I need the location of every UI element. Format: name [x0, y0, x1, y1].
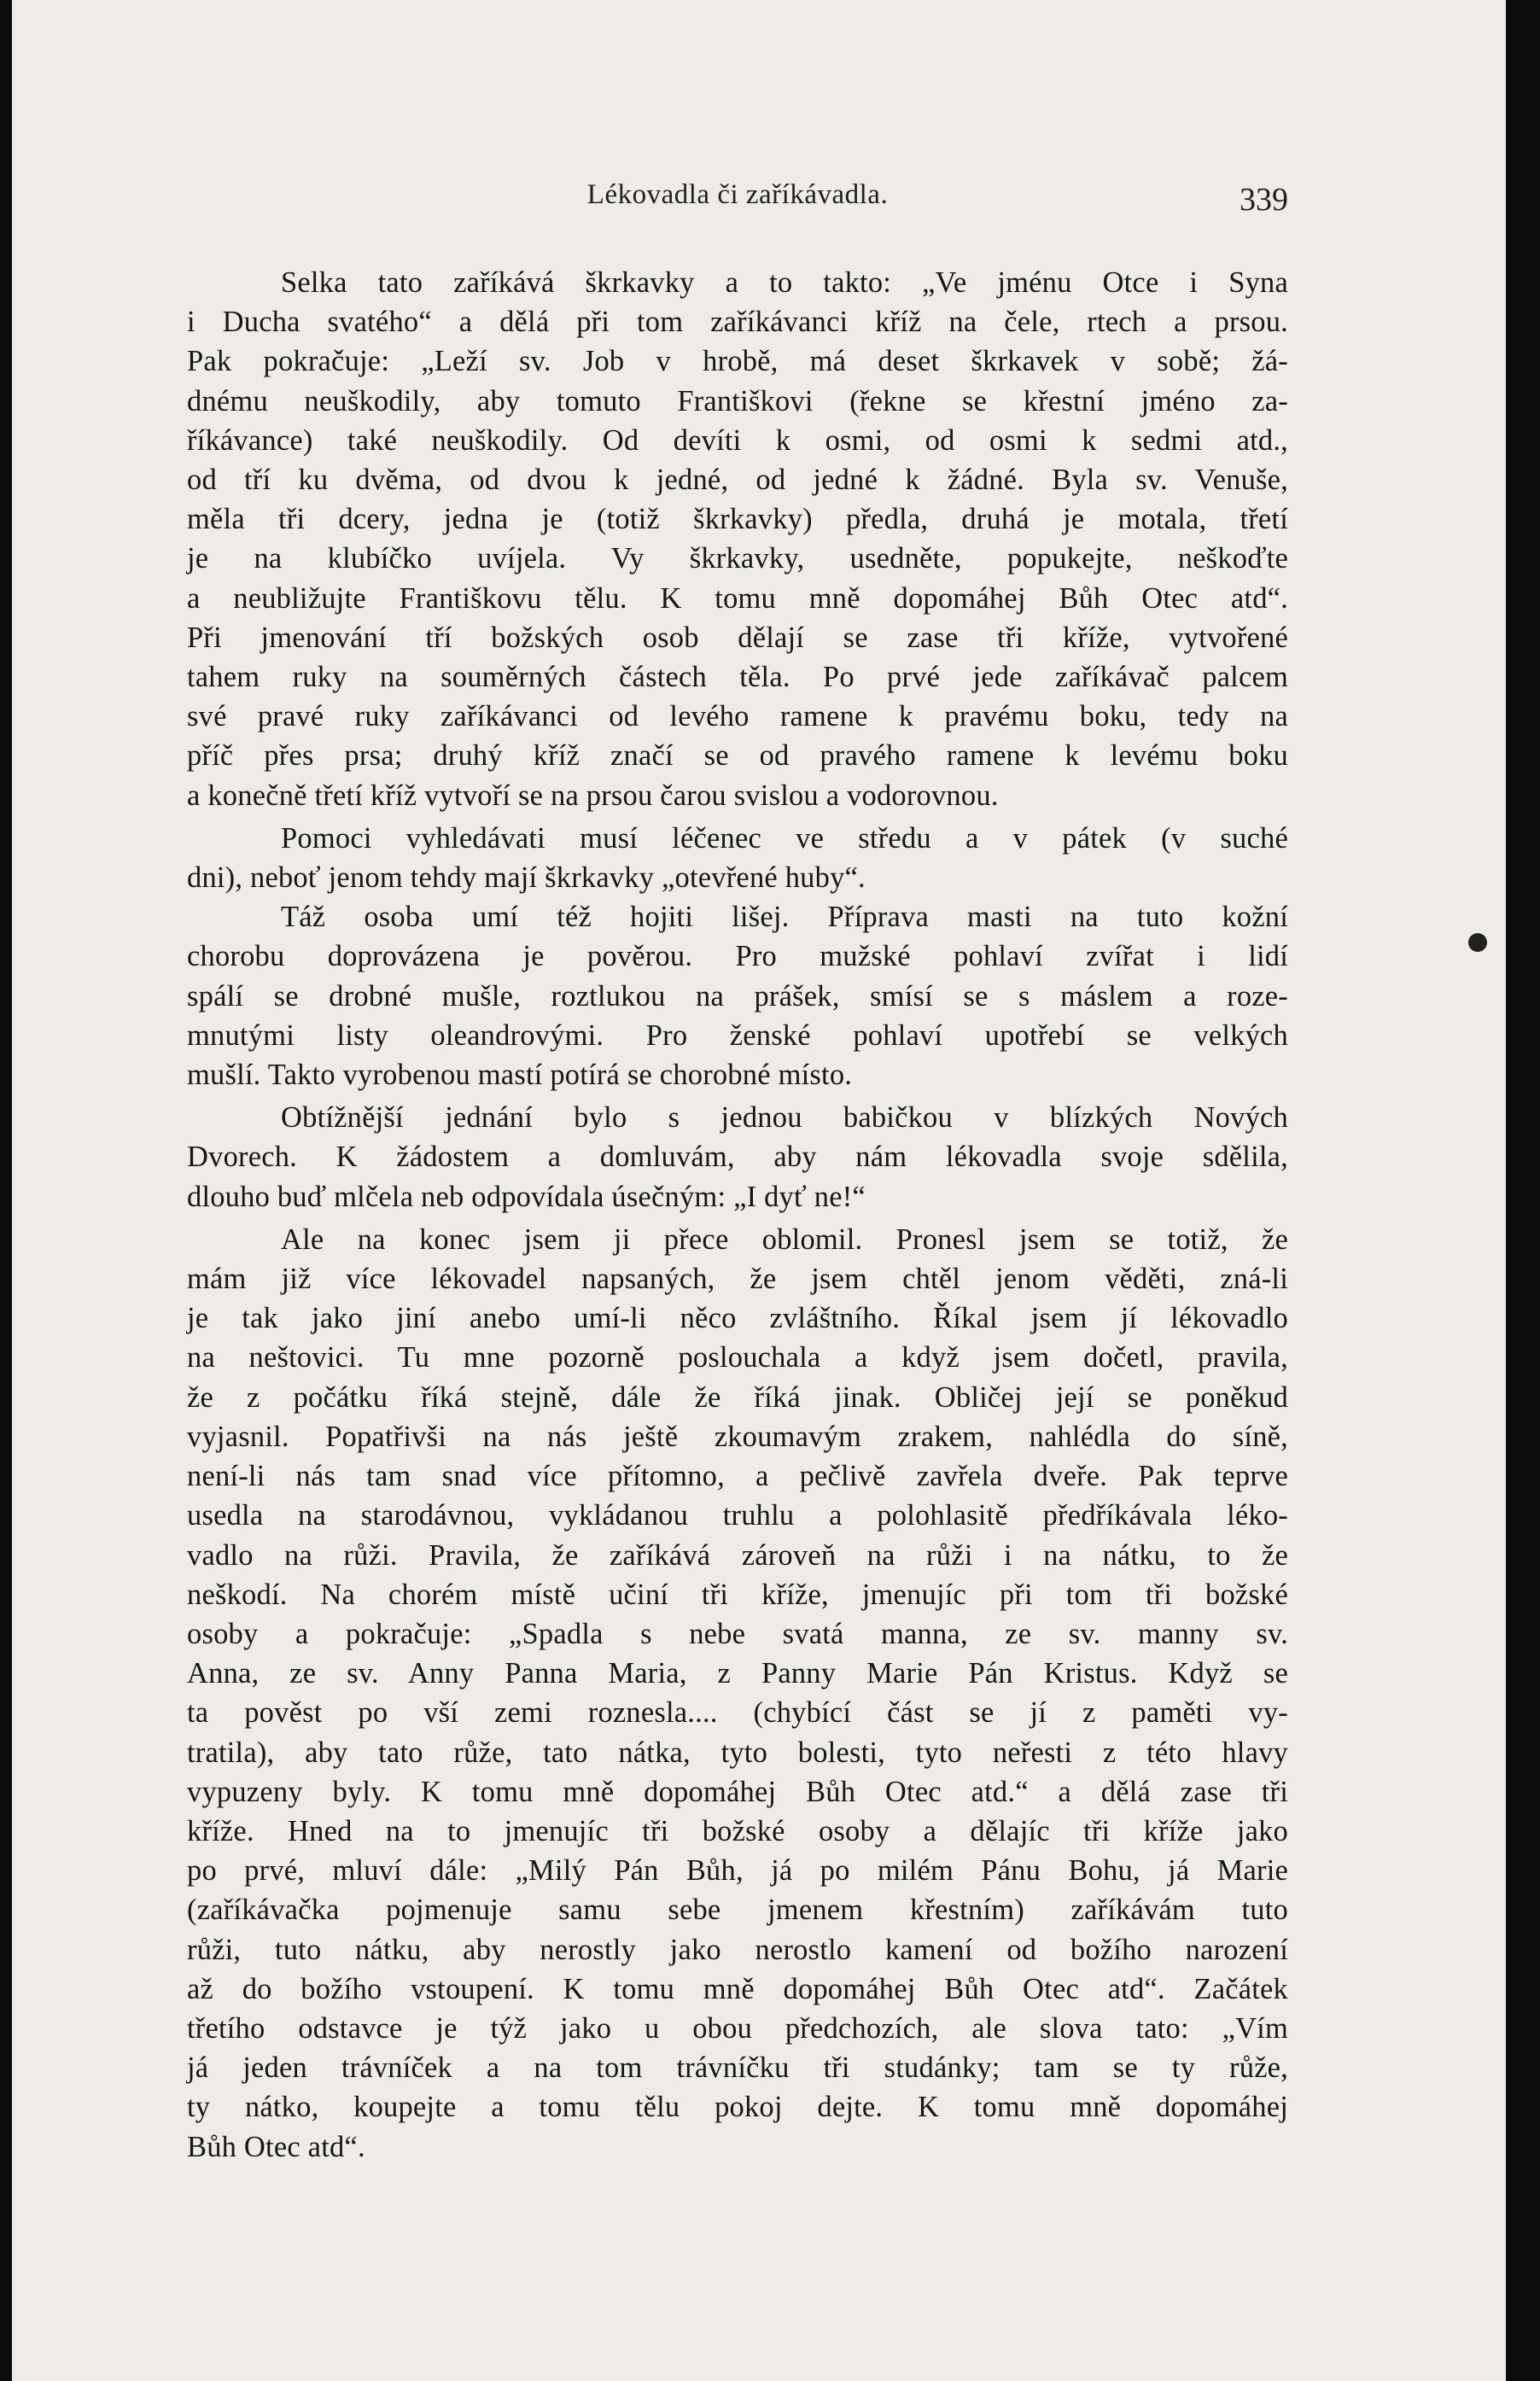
text-line: vypuzeny byly. K tomu mně dopomáhej Bůh Otec atd.“ a dělá zase tři	[187, 1775, 1288, 1808]
text-line: na neštovici. Tu mne pozorně poslouchala a když jsem dočetl, pravila,	[187, 1341, 1288, 1374]
text-line: usedla na starodávnou, vykládanou truhlu a polohlasitě předříkávala léko-	[187, 1499, 1288, 1532]
body-text	[187, 263, 1288, 2167]
text-line: a konečně třetí kříž vytvoří se na prsou čarou svislou a vodorovnou.	[187, 779, 999, 812]
text-line: kříže. Hned na to jmenujíc tři božské osoby a dělajíc tři kříže jako	[187, 1814, 1288, 1847]
text-line: mám již více lékovadel napsaných, že jsem chtěl jenom věděti, zná-li	[187, 1263, 1288, 1296]
text-line: není-li nás tam snad více přítomno, a pečlivě zavřela dveře. Pak teprve	[187, 1460, 1288, 1493]
text-line: příč přes prsa; druhý kříž značí se od pravého ramene k levému boku	[187, 739, 1288, 773]
text-line: osoby a pokračuje: „Spadla s nebe svatá manna, ze sv. manny sv.	[187, 1617, 1288, 1650]
text-line: své pravé ruky zaříkávanci od levého ramene k pravému boku, tedy na	[187, 700, 1288, 733]
paragraph-5	[187, 1220, 1288, 2167]
text-line: Ale na konec jsem ji přece oblomil. Pronesl jsem se totiž, že	[281, 1223, 1288, 1256]
text-line: až do božího vstoupení. K tomu mně dopomáhej Bůh Otec atd“. Začátek	[187, 1972, 1288, 2005]
page-number: 339	[1240, 182, 1288, 218]
text-line: říkávance) také neuškodily. Od devíti k osmi, od osmi k sedmi atd.,	[187, 423, 1288, 457]
book-page	[12, 0, 1506, 2381]
paragraph-1	[187, 263, 1288, 815]
text-line: mušlí. Takto vyrobenou mastí potírá se chorobné místo.	[187, 1059, 853, 1092]
text-line: je tak jako jiní anebo umí-li něco zvláštního. Říkal jsem jí lékovadlo	[187, 1302, 1288, 1335]
text-line: že z počátku říká stejně, dále že říká jinak. Obličej její se poněkud	[187, 1380, 1288, 1414]
text-line: Pomoci vyhledávati musí léčenec ve středu a v pátek (v suché	[281, 821, 1288, 855]
text-line: (zaříkávačka pojmenuje samu sebe jmenem křestním) zaříkávám tuto	[187, 1894, 1288, 1927]
page-header	[187, 179, 1288, 222]
text-line: dlouho buď mlčela neb odpovídala úsečným: „I dyť ne!“	[187, 1180, 866, 1213]
text-line: vadlo na růži. Pravila, že zaříkává zároveň na růži i na nátku, to že	[187, 1538, 1288, 1572]
text-line: Bůh Otec atd“.	[187, 2130, 365, 2163]
text-line: ty nátko, koupejte a tomu tělu pokoj dejte. K tomu mně dopomáhej	[187, 2091, 1288, 2124]
ink-spot	[1468, 933, 1487, 952]
text-line: Táž osoba umí též hojiti lišej. Příprava masti na tuto kožní	[281, 901, 1288, 934]
text-line: a neubližujte Františkovu tělu. K tomu mně dopomáhej Bůh Otec atd“.	[187, 581, 1288, 615]
text-line: Dvorech. K žádostem a domluvám, aby nám lékovadla svoje sdělila,	[187, 1141, 1288, 1174]
text-line: je na klubíčko uvíjela. Vy škrkavky, usedněte, popukejte, neškoďte	[187, 542, 1288, 575]
text-line: dnému neuškodily, aby tomuto Františkovi (řekne se křestní jméno za-	[187, 384, 1288, 417]
text-line: tahem ruky na souměrných částech těla. Po prvé jede zaříkávač palcem	[187, 661, 1288, 694]
text-line: i Ducha svatého“ a dělá při tom zaříkávanci kříž na čele, rtech a prsou.	[187, 306, 1288, 339]
text-line: ta pověst po vší zemi roznesla.... (chybící část se jí z paměti vy-	[187, 1696, 1288, 1730]
text-line: měla tři dcery, jedna je (totiž škrkavky) předla, druhá je motala, třetí	[187, 503, 1288, 536]
text-line: spálí se drobné mušle, roztlukou na prášek, smísí se s máslem a roze-	[187, 979, 1288, 1013]
text-line: tratila), aby tato růže, tato nátka, tyto bolesti, tyto neřesti z této hlavy	[187, 1736, 1288, 1769]
paragraph-3	[187, 897, 1288, 1094]
text-line: Při jmenování tří božských osob dělají se zase tři kříže, vytvořené	[187, 621, 1288, 654]
text-line: třetího odstavce je týž jako u obou předchozích, ale slova tato: „Vím	[187, 2011, 1288, 2045]
text-line: Obtížnější jednání bylo s jednou babičkou v blízkých Nových	[281, 1101, 1288, 1135]
text-line: po prvé, mluví dále: „Milý Pán Bůh, já po milém Pánu Bohu, já Marie	[187, 1854, 1288, 1888]
text-line: růži, tuto nátku, aby nerostly jako nerostlo kamení od božího narození	[187, 1933, 1288, 1966]
text-line: Selka tato zaříkává škrkavky a to takto: „Ve jménu Otce i Syna	[281, 266, 1288, 299]
text-line: chorobu doprovázena je pověrou. Pro mužské pohlaví zvířat i lidí	[187, 940, 1288, 973]
text-line: od tří ku dvěma, od dvou k jedné, od jedné k žádné. Byla sv. Venuše,	[187, 464, 1288, 497]
text-line: vyjasnil. Popatřivši na nás ještě zkoumavým zrakem, nahlédla do síně,	[187, 1420, 1288, 1453]
text-line: já jeden trávníček a na tom trávníčku tři studánky; tam se ty růže,	[187, 2051, 1288, 2085]
text-line: mnutými listy oleandrovými. Pro ženské pohlaví upotřebí se velkých	[187, 1018, 1288, 1052]
text-line: Anna, ze sv. Anny Panna Maria, z Panny Marie Pán Kristus. Když se	[187, 1657, 1288, 1690]
text-line: dni), neboť jenom tehdy mají škrkavky „otevřené huby“.	[187, 861, 866, 895]
paragraph-4	[187, 1098, 1288, 1217]
text-line: neškodí. Na chorém místě učiní tři kříže, jmenujíc při tom tři božské	[187, 1578, 1288, 1611]
running-title: Lékovadla či zaříkávadla.	[586, 179, 889, 210]
paragraph-2	[187, 819, 1288, 897]
text-line: Pak pokračuje: „Leží sv. Job v hrobě, má deset škrkavek v sobě; žá-	[187, 345, 1288, 378]
